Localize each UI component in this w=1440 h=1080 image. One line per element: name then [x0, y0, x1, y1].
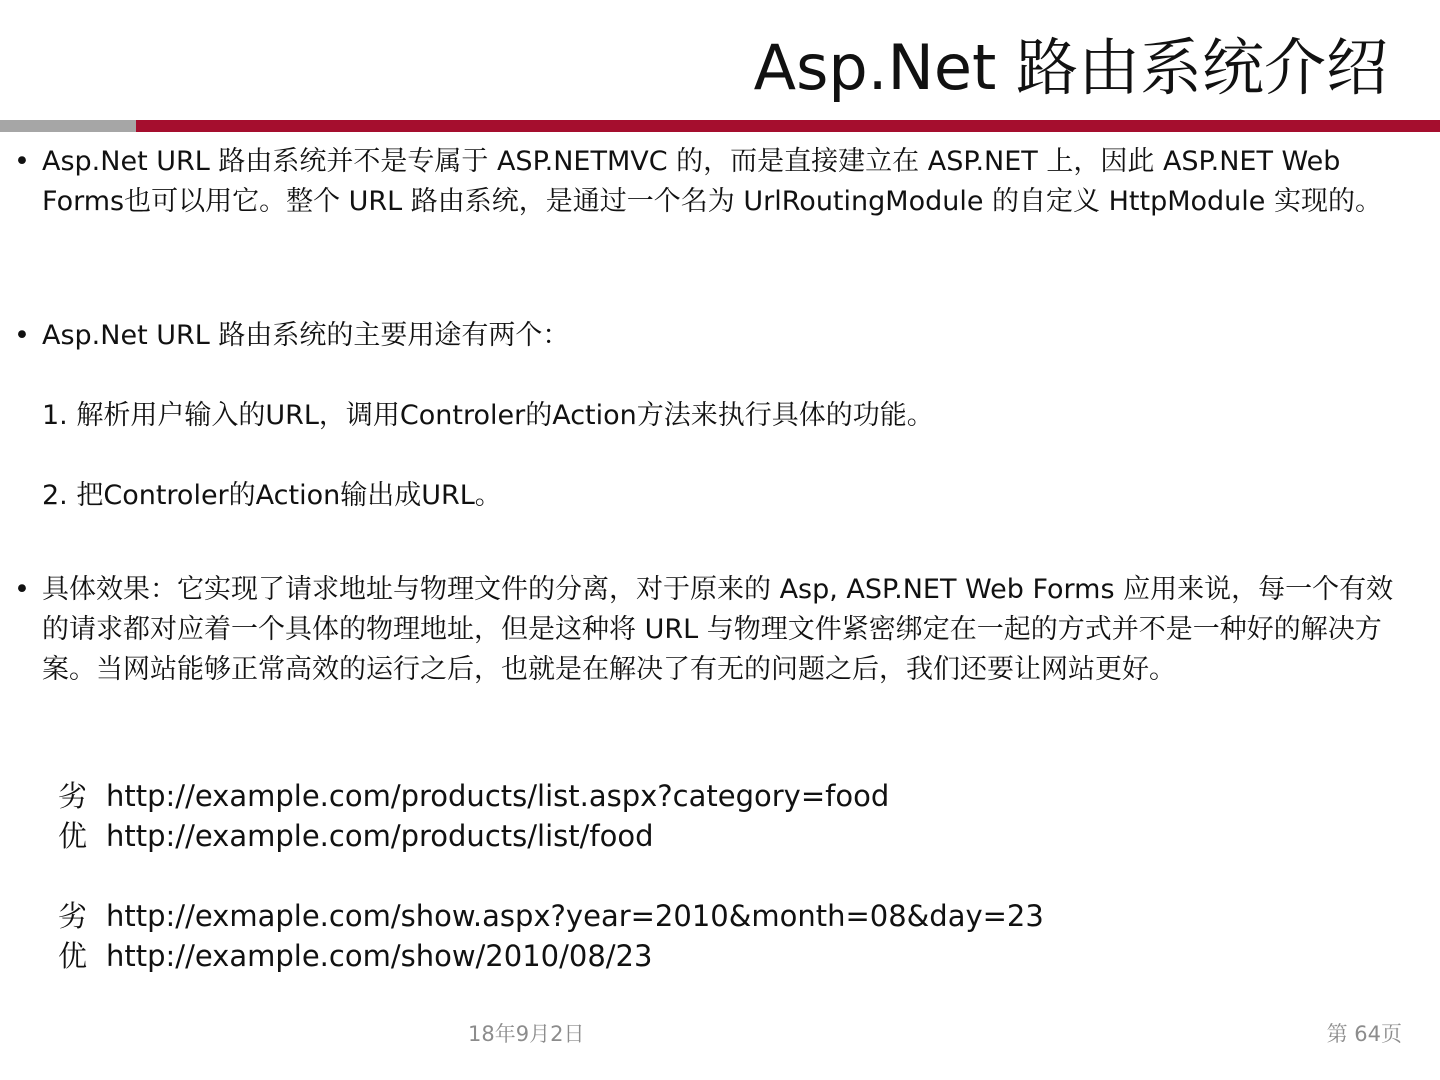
bullet-text: Asp.Net URL 路由系统的主要用途有两个： [42, 320, 570, 351]
use-item-1: 1. 解析用户输入的URL，调用Controler的Action方法来执行具体的功能。 [42, 400, 934, 431]
bullet-text: Asp.Net URL 路由系统并不是专属于 ASP.NETMVC 的，而是直接建立在 ASP.NET 上，因此 ASP.NET Web Forms也可以用它。整个 URL 路由系统，是通过一个名为 UrlRoutingModule 的自定义 HttpModule 实现的。 [42, 146, 1382, 217]
use-item-2: 2. 把Controler的Action输出成URL。 [42, 480, 502, 511]
url-example-text: http://example.com/products/list/food [106, 819, 654, 853]
url-rating-label: 劣 [58, 899, 88, 933]
url-example-row [58, 816, 653, 856]
bullet-main-uses [14, 316, 1412, 356]
bullet-dot-icon: • [14, 320, 30, 351]
bullet-text: 具体效果：它实现了请求地址与物理文件的分离，对于原来的 Asp, ASP.NET Web Forms 应用来说，每一个有效的请求都对应着一个具体的物理地址，但是这种将 URL 与物理文件紧密绑定在一起的方式并不是一种好的解决方案。当网站能够正常高效的运行之后，也就是在解决了有无的问题之后，我们还要让网站更好。 [42, 574, 1394, 685]
url-example-text: http://example.com/show/2010/08/23 [106, 939, 653, 973]
url-rating-label: 优 [58, 819, 88, 853]
footer-date: 18年9月2日 [468, 1022, 585, 1046]
url-example-row [58, 896, 1044, 936]
bullet-url-routing-overview [14, 142, 1412, 222]
url-example-row [58, 936, 652, 976]
title-underline-gray [0, 120, 136, 132]
url-rating-label: 劣 [58, 779, 88, 813]
title-underline-red [136, 120, 1440, 132]
url-example-row [58, 776, 889, 816]
page-number: 第 64页 [1326, 1022, 1402, 1046]
url-example-text: http://example.com/products/list.aspx?category=food [106, 779, 890, 813]
url-example-text: http://exmaple.com/show.aspx?year=2010&month=08&day=23 [106, 899, 1044, 933]
bullet-effect [14, 570, 1412, 690]
bullet-dot-icon: • [14, 146, 30, 177]
bullet-dot-icon: • [14, 574, 30, 605]
url-rating-label: 优 [58, 939, 88, 973]
slide-title: Asp.Net 路由系统介绍 [753, 31, 1388, 104]
